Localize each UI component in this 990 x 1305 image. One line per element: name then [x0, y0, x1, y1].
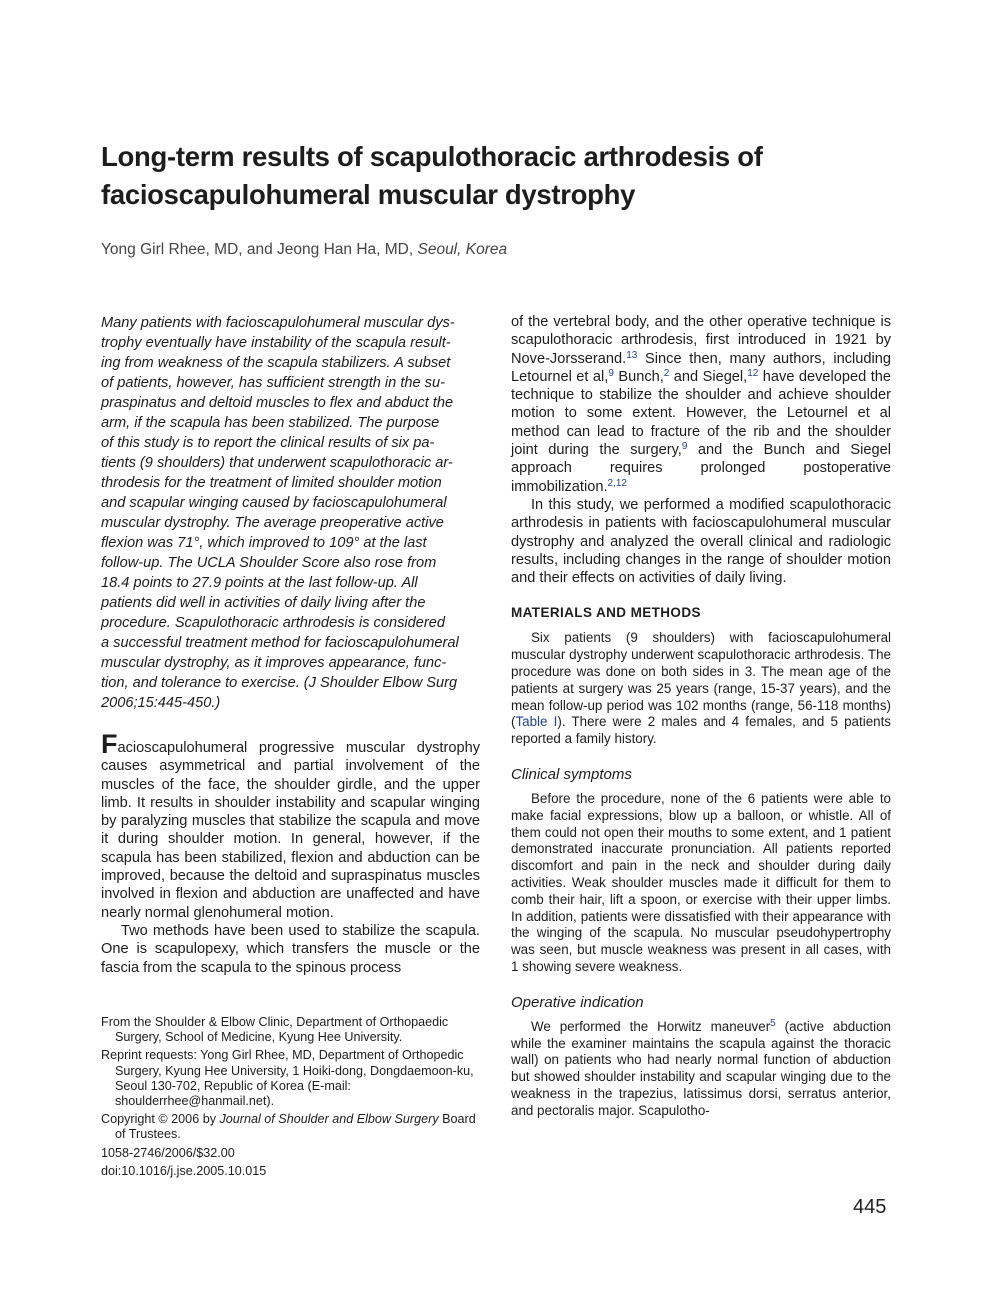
abstract-line: Many patients with facioscapulohumeral muscular dys-: [101, 315, 455, 331]
operative-section: [511, 1019, 891, 1120]
abstract-line: patients did well in activities of daily living after the: [101, 595, 426, 611]
drop-cap: F: [101, 729, 118, 759]
intro-text: acioscapulohumeral progressive muscular dystrophy causes asymmetrical and partial involvement of the muscles of the face, the shoulder girdle, and the upper limb. It results in shoulder instability and scapular winging by paralyzing muscles that stabilize the scapula and move it during shoulder motion. In general, however, if the scapula has been stabilized, flexion and abduction can be improved, because the deltoid and supraspinatus muscles involved in flexion and abduction are unaffected and have nearly normal glenohumeral motion.: [101, 740, 480, 921]
title-line: Long-term results of scapulothoracic arthrodesis of: [101, 141, 763, 172]
reference-link[interactable]: 13: [626, 349, 638, 361]
abstract-line: praspinatus and deltoid muscles to flex and abduct the: [101, 395, 454, 411]
reference-link[interactable]: 12: [747, 367, 759, 379]
footnote-affiliation: From the Shoulder & Elbow Clinic, Department of Orthopaedic Surgery, School of Medicine, Kyung Hee University.: [101, 1015, 449, 1045]
abstract-line: follow-up. The UCLA Shoulder Score also rose from: [101, 555, 437, 571]
introduction: [101, 729, 480, 977]
intro-paragraph-1: [101, 729, 480, 922]
author-names: Yong Girl Rhee, MD, and Jeong Han Ha, MD,: [101, 241, 418, 258]
title-line: facioscapulohumeral muscular dystrophy: [101, 179, 636, 210]
abstract-line: 18.4 points to 27.9 points at the last follow-up. All: [101, 575, 418, 591]
right-column: [511, 313, 891, 1120]
abstract-line: procedure. Scapulothoracic arthrodesis is considered: [101, 615, 445, 631]
table-link[interactable]: Table I: [515, 714, 558, 730]
methods-section: [511, 630, 891, 748]
abstract-line: 2006;15:445-450.): [101, 695, 221, 711]
right-paragraph-2: In this study, we performed a modified scapulothoracic arthrodesis in patients with facioscapulohumeral muscular dystrophy and analyzed the overall clinical and radiologic results, including changes in the range of shoulder motion and their effects on activities of daily living.: [511, 496, 891, 587]
abstract-line: flexion was 71°, which improved to 109° at the last: [101, 535, 427, 551]
abstract-line: of this study is to report the clinical results of six pa-: [101, 435, 435, 451]
abstract-line: of patients, however, has sufficient strength in the su-: [101, 375, 445, 391]
footnote-reprint: Reprint requests: Yong Girl Rhee, MD, Department of Orthopedic Surgery, Kyung Hee University, 1 Hoiki-dong, Dongdaemoon-ku, Seoul 130-702, Republic of Korea (E-mail: shoulderrhee@hanmail.net).: [101, 1048, 474, 1109]
abstract-line: tion, and tolerance to exercise. (J Shoulder Elbow Surg: [101, 675, 458, 691]
clinical-section: [511, 791, 891, 976]
footnote-doi: doi:10.1016/j.jse.2005.10.015: [101, 1163, 267, 1178]
reference-link[interactable]: 2: [663, 367, 670, 379]
right-paragraph-1: of the vertebral body, and the other operative technique is scapulothoracic arthrodesis, first introduced in 1921 by Nove-Jorsserand.$^{13}$ Since then, many authors, including Letournel et al,$^9$ Bunch,$^2$ and Siegel,$^{12}$ have developed the technique to stabilize the shoulder and achieve shoulder motion to some extent. However, the Letournel et al method can lead to fracture of the rib and the shoulder joint during the surgery,$^9$ and the Bunch and Siegel approach requires prolonged postoperative immobilization.$^{2,12}$: [511, 314, 891, 495]
abstract-line: muscular dystrophy, as it improves appearance, func-: [101, 655, 447, 671]
abstract-line: a successful treatment method for facioscapulohumeral: [101, 635, 459, 651]
intro-continued: [511, 313, 891, 587]
clinical-paragraph: Before the procedure, none of the 6 patients were able to make facial expressions, blow up a balloon, or whistle. All of them could not open their mouths to some extent, and 1 patient demonstrated inaccurate pronunciation. All patients reported discomfort and pain in the neck and shoulder during daily activities. Weak shoulder muscles made it difficult for them to comb their hair, lift a spoon, or exercise with their upper limbs. In addition, patients were dissatisfied with their appearance with the winging of the scapula. No muscular pseudohypertrophy was seen, but muscle weakness was present in all cases, with 1 showing severe weakness.: [511, 791, 891, 974]
methods-paragraph: Six patients (9 shoulders) with facioscapulohumeral muscular dystrophy underwent scapulothoracic arthrodesis. The procedure was done on both sides in 3. The mean age of the patients at surgery was 25 years (range, 15-37 years), and the mean follow-up period was 102 months (range, 56-118 months) (Table I). There were 2 males and 4 females, and 5 patients reported a family history.: [511, 630, 892, 747]
reference-link[interactable]: 2,12: [607, 477, 627, 489]
footnote-issn: 1058-2746/2006/$32.00: [101, 1145, 235, 1160]
abstract-line: and scapular winging caused by facioscapulohumeral: [101, 495, 447, 511]
section-heading-methods: MATERIALS AND METHODS: [511, 605, 701, 621]
abstract-line: throdesis for the treatment of limited shoulder motion: [101, 475, 442, 491]
abstract: [101, 313, 480, 713]
reference-link[interactable]: 9: [608, 367, 614, 379]
left-column: [101, 313, 480, 977]
operative-paragraph: We performed the Horwitz maneuver$^5$ (active abduction while the examiner maintains the scapula against the thoracic wall) on patients who had nearly normal function of abduction but showed shoulder instability and scapular winging due to the weakness in the trapezius, latissimus dorsi, serratus anterior, and pectoralis major. Scapulotho-: [511, 1017, 891, 1118]
author-line: [101, 241, 507, 259]
reference-link[interactable]: 9: [681, 441, 688, 453]
subheading-clinical-symptoms: Clinical symptoms: [511, 766, 632, 784]
reference-link[interactable]: 5: [770, 1017, 776, 1029]
page-number: 445: [853, 1196, 887, 1218]
abstract-line: ing from weakness of the scapula stabilizers. A subset: [101, 355, 451, 371]
intro-paragraph-2: Two methods have been used to stabilize the scapula. One is scapulopexy, which transfers the muscle or the fascia from the scapula to the spinous process: [101, 922, 480, 976]
footnote-copyright: Copyright © 2006 by Journal of Shoulder and Elbow Surgery Board of Trustees.: [101, 1112, 476, 1142]
article-title: [101, 138, 861, 214]
footnotes: [101, 1015, 482, 1182]
abstract-line: trophy eventually have instability of the scapula result-: [101, 335, 451, 351]
abstract-line: arm, if the scapula has been stabilized. The purpose: [101, 415, 440, 431]
subheading-operative-indication: Operative indication: [511, 993, 644, 1011]
abstract-line: muscular dystrophy. The average preoperative active: [101, 515, 444, 531]
abstract-line: tients (9 shoulders) that underwent scapulothoracic ar-: [101, 455, 453, 471]
author-location: Seoul, Korea: [417, 241, 508, 258]
